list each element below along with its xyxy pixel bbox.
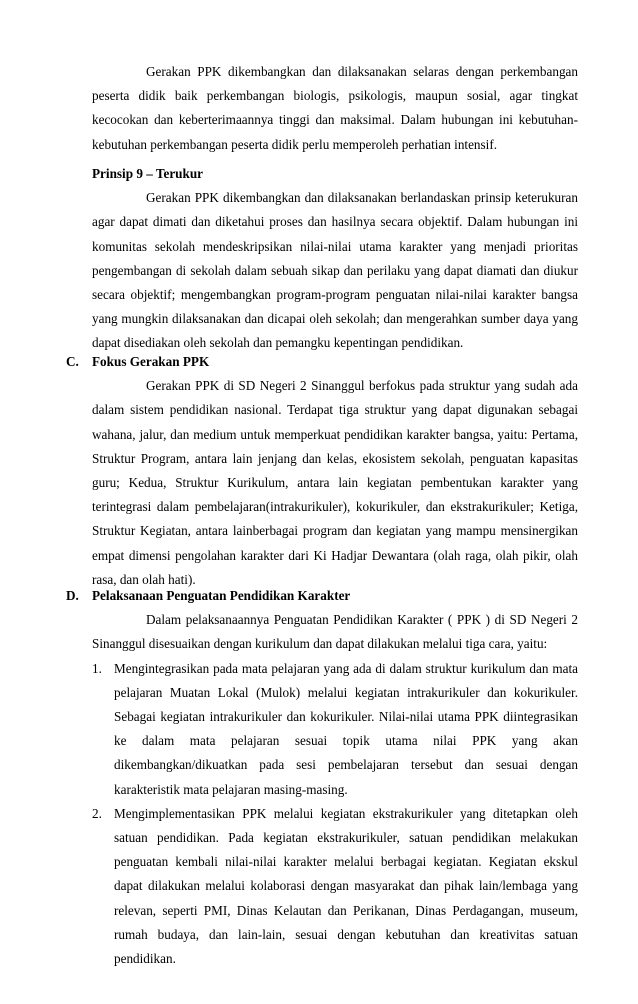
implementation-list bbox=[92, 657, 578, 972]
prinsip-9-paragraph: Gerakan PPK dikembangkan dan dilaksanakan berlandaskan prinsip keterukuran agar dapat dimati dan diketahui proses dan hasilnya secara objektif. Dalam hubungan ini komunitas sekolah mendeskripsikan nilai-nilai utama karakter yang menjadi prioritas pengembangan di sekolah dalam sebuah sikap dan perilaku yang dapat diamati dan diukur secara objektif; mengembangkan program-program penguatan nilai-nilai karakter bangsa yang mungkin dilaksanakan dan dicapai oleh sekolah; dan mengerahkan sumber daya yang dapat disediakan oleh sekolah dan pemangku kepentingan pendidikan. bbox=[92, 190, 578, 351]
section-c-paragraph: Gerakan PPK di SD Negeri 2 Sinanggul berfokus pada struktur yang sudah ada dalam sistem pendidikan nasional. Terdapat tiga struktur yang dapat digunakan sebagai wahana, jalur, dan medium untuk memperkuat pendidikan karakter bangsa, yaitu: Pertama, Struktur Program, antara lain jenjang dan kelas, ekosistem sekolah, penguatan kapasitas guru; Kedua, Struktur Kurikulum, antara lain kegiatan pembentukan karakter yang terintegrasi dalam pembelajaran(intrakurikuler), kokurikuler, dan ekstrakurikuler; Ketiga, Struktur Kegiatan, antara lainberbagai program dan kegiatan yang mampu mensinergikan empat dimensi pengolahan karakter dari Ki Hadjar Dewantara (olah raga, olah pikir, olah rasa, dan olah hati). bbox=[92, 378, 578, 587]
section-d-heading bbox=[66, 584, 578, 608]
section-c-title: Fokus Gerakan PPK bbox=[92, 354, 210, 369]
list-item bbox=[92, 657, 578, 802]
section-c-heading bbox=[66, 350, 578, 374]
section-d bbox=[66, 584, 578, 971]
section-d-letter: D. bbox=[66, 588, 79, 603]
prinsip-9-section bbox=[92, 162, 578, 356]
list-item bbox=[92, 802, 578, 971]
section-d-title: Pelaksanaan Penguatan Pendidikan Karakter bbox=[92, 588, 351, 603]
prinsip-9-heading: Prinsip 9 – Terukur bbox=[92, 166, 204, 181]
intro-section bbox=[92, 60, 578, 157]
section-d-paragraph: Dalam pelaksanaannya Penguatan Pendidikan Karakter ( PPK ) di SD Negeri 2 Sinanggul disesuaikan dengan kurikulum dan dapat dilakukan melalui tiga cara, yaitu: bbox=[92, 612, 578, 652]
list-item-text: Mengintegrasikan pada mata pelajaran yang ada di dalam struktur kurikulum dan mata pelajaran Muatan Lokal (Mulok) melalui kegiatan intrakurikuler dan kokurikuler. Sebagai kegiatan intrakurikuler dan kokurikuler. Nilai-nilai utama PPK diintegrasikan ke dalam mata pelajaran sesuai topik utama nilai PPK yang akan dikembangkan/dikuatkan pada sesi pembelajaran tersebut dan sesuai dengan karakteristik mata pelajaran masing-masing. bbox=[114, 660, 578, 797]
section-c-letter: C. bbox=[66, 354, 79, 369]
list-item-number: 1. bbox=[92, 660, 102, 676]
list-item-text: Mengimplementasikan PPK melalui kegiatan ekstrakurikuler yang ditetapkan oleh satuan pendidikan. Pada kegiatan ekstrakurikuler, satuan pendidikan melakukan penguatan kembali nilai-nilai karakter melalui berbagai kegiatan. Kegiatan ekskul dapat dilakukan melalui kolaborasi dengan masyarakat dan pihak lain/lembaga yang relevan, seperti PMI, Dinas Kelautan dan Perikanan, Dinas Perdagangan, museum, rumah budaya, dan lain-lain, sesuai dengan kebutuhan dan kreativitas satuan pendidikan. bbox=[114, 805, 578, 967]
section-c bbox=[66, 350, 578, 592]
list-item-number: 2. bbox=[92, 805, 102, 821]
intro-paragraph: Gerakan PPK dikembangkan dan dilaksanakan selaras dengan perkembangan peserta didik baik perkembangan biologis, psikologis, maupun sosial, agar tingkat kecocokan dan keberterimaannya tinggi dan maksimal. Dalam hubungan ini kebutuhan-kebutuhan perkembangan peserta didik perlu memperoleh perhatian intensif. bbox=[92, 64, 578, 152]
